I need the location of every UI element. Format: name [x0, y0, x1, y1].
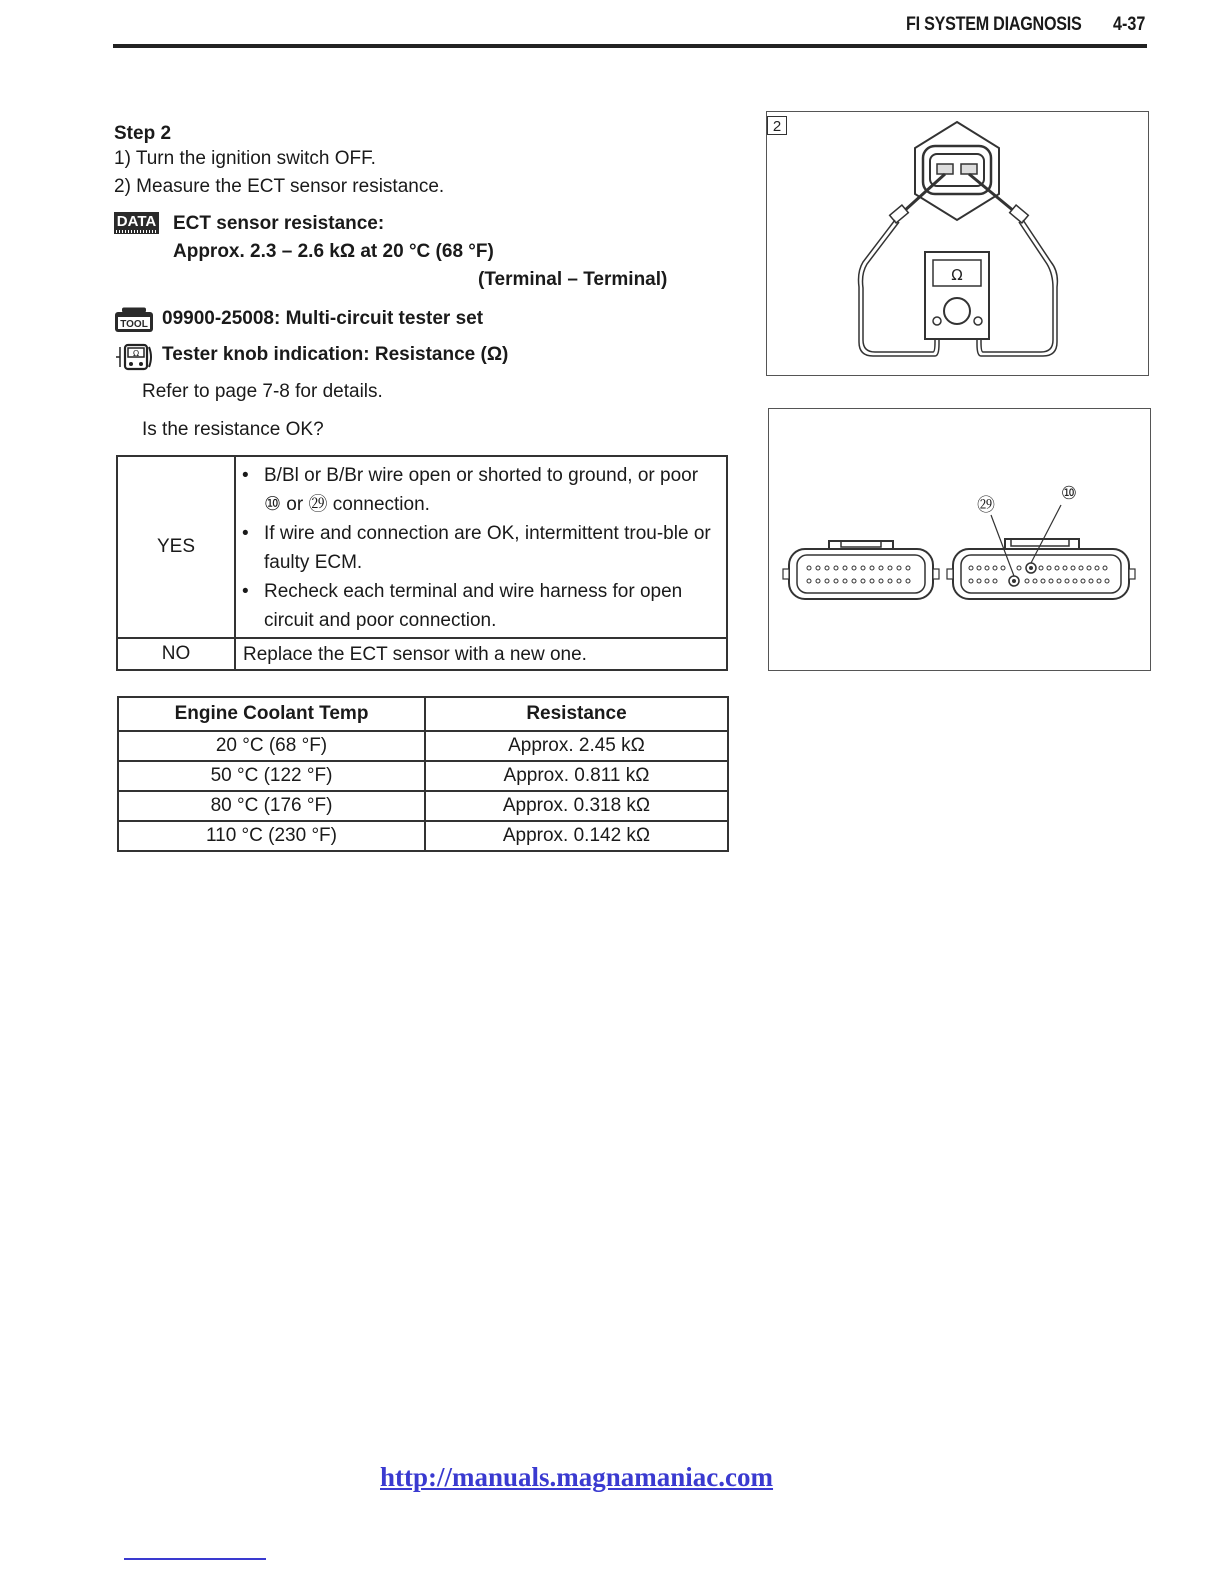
- list-item: • B/Bl or B/Br wire open or shorted to ground, or poor ⑩ or ㉙ connection.: [264, 461, 720, 519]
- no-action: Replace the ECT sensor with a new one.: [235, 638, 727, 670]
- spec-label: ECT sensor resistance:: [173, 213, 385, 234]
- step-item: 1) Turn the ignition switch OFF.: [114, 148, 376, 169]
- footer-link[interactable]: http://manuals.magnamaniac.com: [380, 1462, 774, 1492]
- resistance-cell: Approx. 0.811 kΩ: [425, 761, 728, 791]
- step-title: Step 2: [114, 123, 172, 144]
- temp-cell: 20 °C (68 °F): [118, 731, 425, 761]
- table-row: [118, 821, 728, 851]
- resistance-table: [117, 696, 729, 852]
- table-row: [117, 638, 727, 670]
- svg-text:TOOL: TOOL: [120, 319, 148, 330]
- judgement-table: [116, 455, 728, 671]
- footer-divider: [124, 1558, 266, 1560]
- list-item: • Recheck each terminal and wire harness for open circuit and poor connection.: [264, 577, 720, 635]
- step-item: 2) Measure the ECT sensor resistance.: [114, 176, 445, 197]
- tool-spec: 09900-25008: Multi-circuit tester set: [162, 308, 484, 329]
- resistance-cell: Approx. 0.142 kΩ: [425, 821, 728, 851]
- sensor-measurement-figure: [766, 111, 1149, 376]
- no-label: NO: [117, 638, 235, 670]
- page-number: 4-37: [1113, 14, 1146, 35]
- list-item: • If wire and connection are OK, intermittent trou-ble or faulty ECM.: [264, 519, 720, 577]
- refer-note: Refer to page 7-8 for details.: [142, 381, 383, 402]
- table-row: [117, 456, 727, 638]
- spec-value: Approx. 2.3 – 2.6 kΩ at 20 °C (68 °F): [173, 241, 494, 262]
- yes-actions: [235, 456, 727, 638]
- resistance-cell: Approx. 2.45 kΩ: [425, 731, 728, 761]
- tool-icon: [114, 307, 154, 331]
- tester-knob-spec: Tester knob indication: Resistance (Ω): [162, 344, 509, 365]
- question: Is the resistance OK?: [142, 419, 324, 440]
- spec-terminal: (Terminal – Terminal): [478, 269, 668, 290]
- figure-tag: 2: [772, 118, 782, 135]
- svg-text:Ω: Ω: [132, 349, 140, 358]
- table-header-row: [118, 697, 728, 731]
- pin-29-label: ㉙: [977, 495, 995, 516]
- temp-cell: 80 °C (176 °F): [118, 791, 425, 821]
- column-header: Resistance: [425, 697, 728, 731]
- table-row: [118, 791, 728, 821]
- ecm-connector-figure: [768, 408, 1151, 671]
- temp-cell: 110 °C (230 °F): [118, 821, 425, 851]
- pin-10-label: ⑩: [1060, 483, 1078, 504]
- tester-knob-icon: [114, 343, 154, 371]
- data-icon: DATA: [114, 212, 159, 234]
- table-row: [118, 761, 728, 791]
- resistance-cell: Approx. 0.318 kΩ: [425, 791, 728, 821]
- table-row: [118, 731, 728, 761]
- column-header: Engine Coolant Temp: [118, 697, 425, 731]
- yes-label: YES: [117, 456, 235, 638]
- meter-symbol: Ω: [951, 266, 963, 284]
- temp-cell: 50 °C (122 °F): [118, 761, 425, 791]
- section-title: FI SYSTEM DIAGNOSIS: [906, 14, 1082, 35]
- header-divider: [113, 44, 1147, 48]
